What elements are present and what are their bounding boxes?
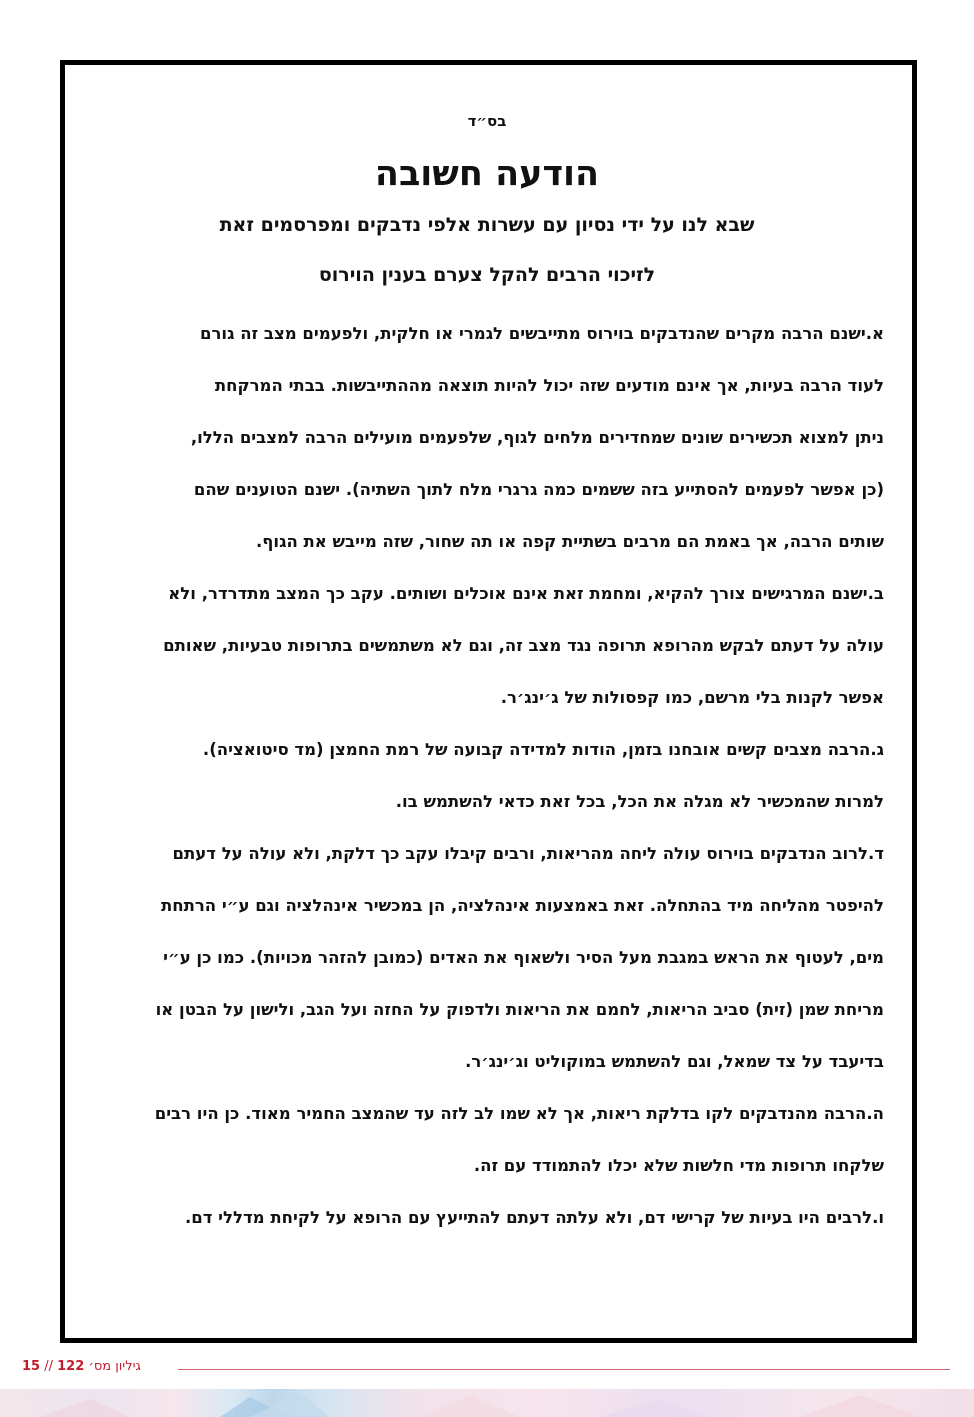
footer-issue-label [22,1359,141,1374]
body-line: בדיעבד על צד שמאל, וגם להשתמש במוקוליט וג׳ינג׳ר. [465,1052,884,1071]
body-line: למרות שהמכשיר לא מגלה את הכל, בכל זאת כדאי להשתמש בו. [395,792,884,811]
body-line: עולה על דעתם לבקש מהרופא תרופה נגד מצב זה, וגם לא משתמשים בתרופות טבעיות, שאותם [163,636,884,655]
body-line: אפשר לקנות בלי מרשם, כמו קפסולות של ג׳ינג׳ר. [500,688,884,707]
page-footer [0,1355,974,1385]
body-line: (כן אפשר לפעמים להסתייע בזה ששמים כמה גרגרי מלח לתוך השתיה). ישנם הטוענים שהם [193,480,884,499]
body-line: לעוד הרבה בעיות, אך אינם מודעים שזה יכול להיות תוצאה מההתייבשות. בבתי המרקחת [214,376,884,395]
body-line: מריחת שמן (זית) סביב הריאות, לחמם את הריאות ולדפוק על החזה ועל הגב, ולישון על הבטן או [155,1000,884,1019]
issue-number: 122 [57,1359,85,1374]
notice-content [90,108,884,1244]
body-line: ה.הרבה מהנדבקים לקו בדלקת ריאות, אך לא שמו לב לזה עד שהמצב החמיר מאוד. כן היו רבים [154,1104,884,1123]
body-line: ב.ישנם המרגישים צורך להקיא, ומחמת זאת אינם אוכלים ושותים. עקב כך המצב מתדרדר, ולא [168,584,884,603]
body-line: מים, לעטוף את הראש במגבת מעל הסיר ולשאוף את האדים (כמובן להזהר מכויות). כמו כן ע״י [163,948,884,967]
body-line: להיפטר מהליחה מיד בהתחלה. זאת באמצעות אינהלציה, הן במכשיר אינהלציה וגם ע״י הרתחת [161,896,884,915]
decorative-polygons [0,1389,974,1417]
page-number: 15 [22,1359,41,1374]
page-title: הודעה חשובה [374,154,600,194]
footer-separator: // [44,1359,53,1374]
bsd-header: בס״ד [467,112,507,130]
body-line: שלקחו תרופות מדי חלשות שלא יכלו להתמודד עם זה. [473,1156,884,1175]
subtitle-line-1: שבא לנו על ידי נסיון עם עשרות אלפי נדבקים ומפרסמים זאת [219,214,755,236]
body-line: ד.לרוב הנדבקים בוירוס עולה ליחה מהריאות, ורבים קיבלו עקב כך דלקת, ולא עולה על דעתם [172,844,884,863]
body-line: א.ישנם הרבה מקרים שהנדבקים בוירוס מתייבשים לגמרי או חלקית, ולפעמים מצב זה גורם [200,324,884,343]
body-line: ג.הרבה מצבים קשים אובחנו בזמן, הודות למדידה קבועה של רמת החמצן (מד סיטואציה). [202,740,884,759]
subtitle-line-2: לזיכוי הרבים להקל צערם בענין הוירוס [318,264,656,286]
body-text [90,308,884,1244]
decorative-color-band [0,1389,974,1417]
issue-label: גיליון מס׳ [88,1359,141,1374]
body-line: ניתן למצוא תכשירים שונים שמחדירים מלחים לגוף, שלפעמים מועילים הרבה למצבים הללו, [190,428,884,447]
body-line: ו.לרבים היו בעיות של קרישי דם, ולא עלתה דעתם להתייעץ עם הרופא על לקיחת מדללי דם. [184,1208,884,1227]
body-line: שותים הרבה, אך באמת הם מרבים בשתיית קפה או תה שחור, שזה מייבש את הגוף. [256,532,884,551]
footer-divider [178,1369,950,1370]
